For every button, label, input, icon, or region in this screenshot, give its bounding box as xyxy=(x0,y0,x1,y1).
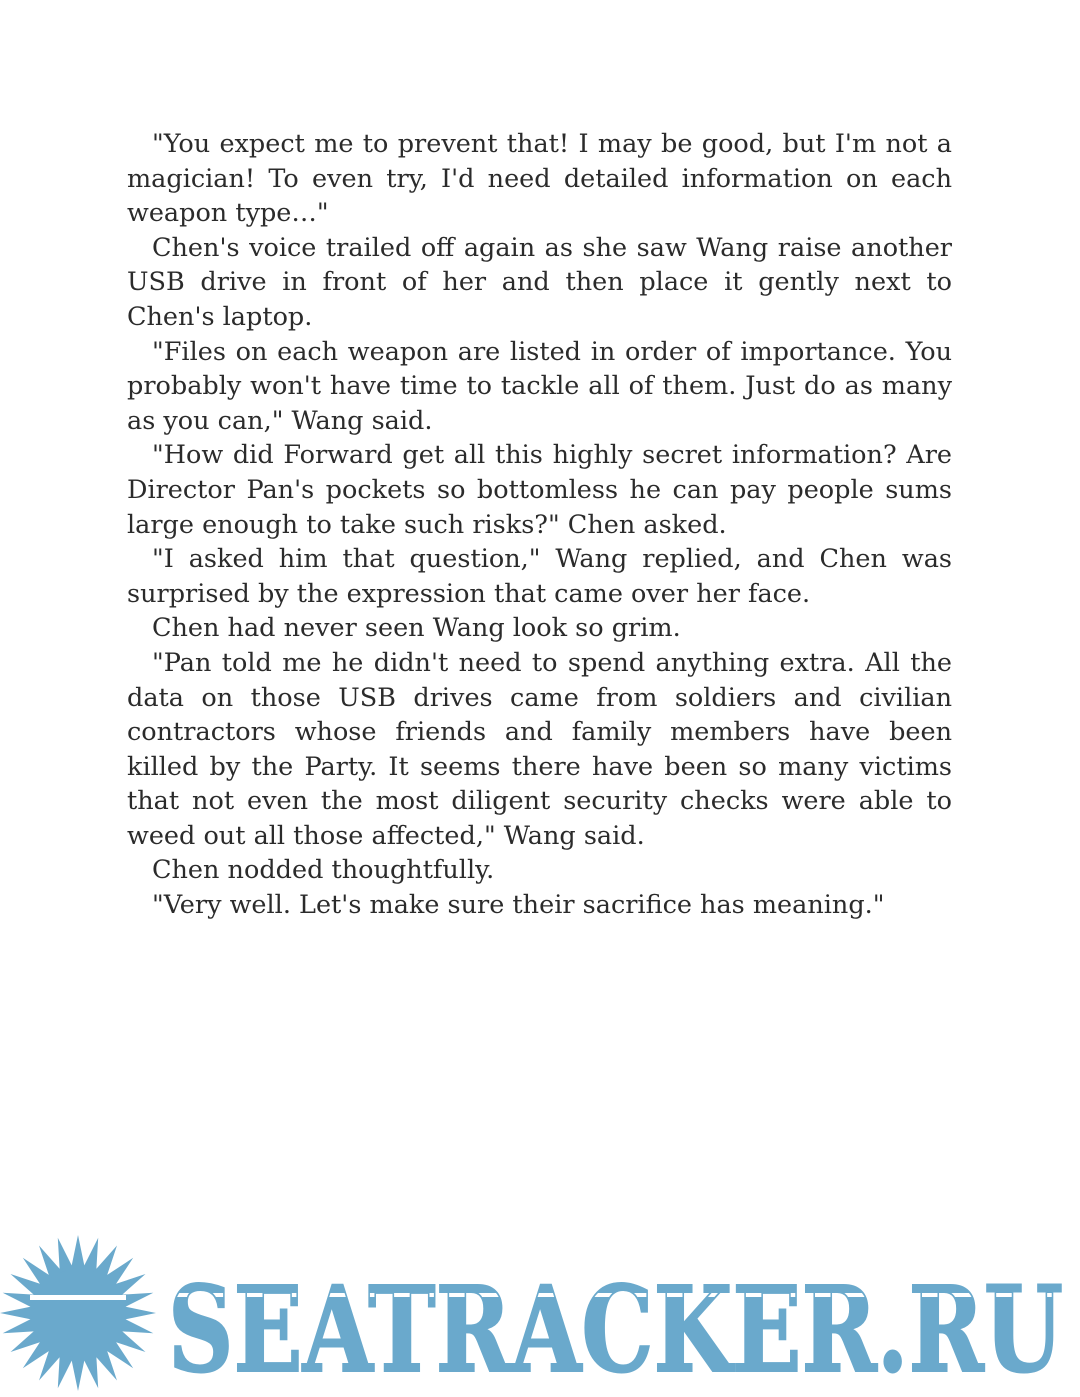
paragraph: "How did Forward get all this highly secret information? Are Director Pan's pockets so bottomless he can pay people sums large enough to take such risks?" Chen asked. xyxy=(127,440,952,540)
watermark-text: SEATRACKER.RU xyxy=(168,1260,1063,1395)
paragraph: Chen's voice trailed off again as she saw Wang raise another USB drive in front of her and then place it gently next to Chen's laptop. xyxy=(127,232,952,332)
paragraph: Chen had never seen Wang look so grim. xyxy=(152,613,681,644)
paragraph: "You expect me to prevent that! I may be good, but I'm not a magician! To even try, I'd need detailed information on each weapon type…" xyxy=(127,129,952,229)
paragraph: "Files on each weapon are listed in order of importance. You probably won't have time to tackle all of them. Just do as many as you can," Wang said. xyxy=(127,336,952,436)
paragraph: Chen nodded thoughtfully. xyxy=(152,855,495,886)
watermark-logo xyxy=(0,1235,1080,1395)
paragraph: "Pan told me he didn't need to spend anything extra. All the data on those USB drives came from soldiers and civilian contractors whose friends and family members have been killed by the Party. It seems there have been so many victims that not even the most diligent security checks were able to weed out all those affected," Wang said. xyxy=(127,647,952,851)
paragraph: "Very well. Let's make sure their sacrifice has meaning." xyxy=(152,890,885,921)
page-body-text xyxy=(127,127,952,923)
paragraph: "I asked him that question," Wang replied, and Chen was surprised by the expression that came over her face. xyxy=(127,544,952,609)
sun-icon xyxy=(0,1235,156,1391)
